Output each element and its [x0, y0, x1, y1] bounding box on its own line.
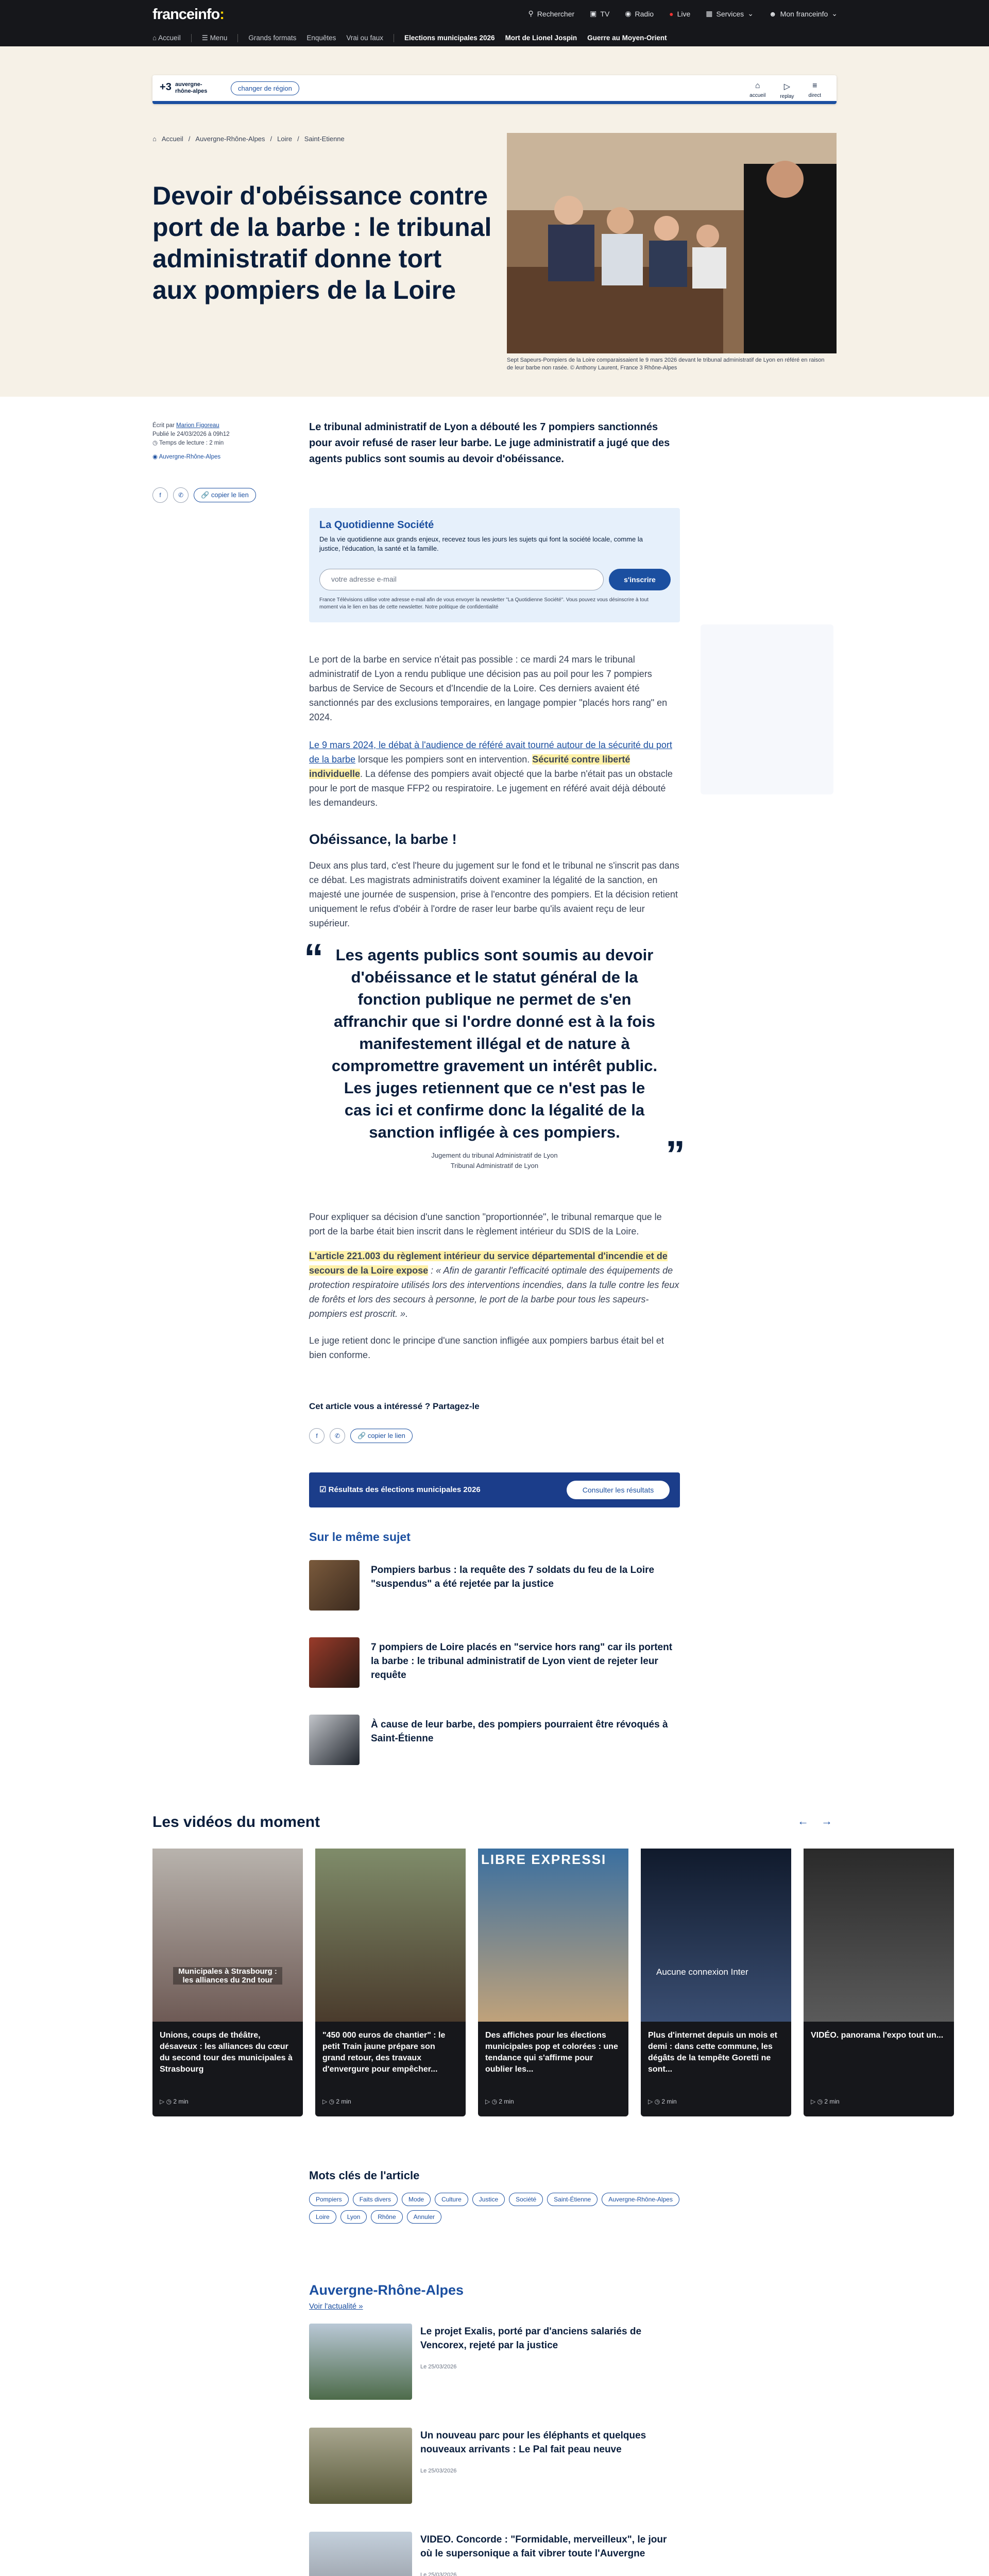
hot-topic-moyen-orient[interactable]: Guerre au Moyen-Orient: [587, 34, 667, 42]
breadcrumb-sep: /: [270, 135, 272, 143]
region-news-title: Auvergne-Rhône-Alpes: [309, 2282, 464, 2298]
paragraph-2: Le 9 mars 2024, le débat à l'audience de référé avait tourné autour de la sécurité du port de la barbe lorsque les pompiers sont en intervention. Sécurité contre liberté individuelle. La défense des pompiers avait objecté que la barbe n'était pas un obstacle pour le port de masque FFP2 ou respiratoire. Le jugement en référé avait déjà débouté les demandeurs.: [309, 740, 673, 808]
search-link[interactable]: ⚲ Rechercher: [528, 9, 575, 18]
arrow-right-icon[interactable]: →: [821, 1815, 832, 1827]
related-item[interactable]: À cause de leur barbe, des pompiers pourraient être révoqués à Saint-Étienne: [309, 1715, 680, 1768]
region-direct-link[interactable]: ≡ direct: [808, 81, 821, 98]
keyword-chip[interactable]: Société: [509, 2193, 543, 2206]
hero-photo: [507, 133, 837, 353]
facebook-icon[interactable]: f: [309, 1428, 325, 1444]
link-icon: 🔗: [357, 1432, 366, 1439]
arrow-left-icon[interactable]: ←: [797, 1815, 809, 1827]
newsletter-title: La Quotidienne Société: [319, 519, 434, 531]
copy-link-button[interactable]: 🔗 copier le lien: [350, 1429, 413, 1443]
related-thumbnail: [309, 1715, 360, 1765]
keyword-chip[interactable]: Justice: [472, 2193, 505, 2206]
video-thumbnail: [804, 1849, 954, 2022]
close-quote-icon: ”: [666, 1133, 685, 1177]
breadcrumb-sep: /: [188, 135, 191, 143]
newsletter-subscribe-button[interactable]: s'inscrire: [609, 569, 671, 590]
region-home-link[interactable]: ⌂ accueil: [749, 81, 766, 98]
live-dot-icon: ●: [669, 9, 674, 18]
sidebar-placeholder: [701, 624, 833, 794]
breadcrumb-department[interactable]: Loire: [277, 135, 293, 143]
video-thumbnail: [152, 1849, 303, 2022]
breadcrumb-sep: /: [297, 135, 299, 143]
broadcast-icon: ≡: [812, 81, 817, 90]
inline-link-referee[interactable]: Le 9 mars 2024, le débat à l'audience de référé avait tourné autour de la sécurité du port de la barbe: [309, 740, 672, 765]
video-card[interactable]: Aucune connexion Inter Plus d'internet depuis un mois et demi : dans cette commune, les dégâts de la tempête Goretti ne sont... ▷ ◷ 2 min: [641, 1849, 791, 2116]
elections-label: ☑ Résultats des élections municipales 2026: [319, 1485, 481, 1494]
account-link[interactable]: ☻ Mon franceinfo ⌄: [769, 9, 838, 18]
location-icon: ◉: [152, 454, 158, 460]
open-quote-icon: “: [304, 936, 323, 980]
video-duration: ▷ ◷ 2 min: [485, 2098, 514, 2105]
video-overlay-text: LIBRE EXPRESSI: [481, 1852, 607, 1867]
newsletter-legal: France Télévisions utilise votre adresse e-mail afin de vous envoyer la newsletter "La Quotidienne Société". Vous pouvez vous désinscrire à tout moment via le lien en bas de cette newsletter. Notre politique de confidentialité: [319, 597, 649, 610]
search-icon: ⚲: [528, 9, 534, 18]
nav-divider: [191, 34, 192, 42]
keyword-chip[interactable]: Auvergne-Rhône-Alpes: [602, 2193, 679, 2206]
chevron-down-icon: ⌄: [747, 9, 754, 18]
nav-vrai-faux[interactable]: Vrai ou faux: [346, 34, 383, 42]
keyword-chip[interactable]: Lyon: [340, 2210, 367, 2224]
region-tag[interactable]: ◉ Auvergne-Rhône-Alpes: [152, 454, 221, 460]
article-title: Devoir d'obéissance contre port de la barbe : le tribunal administratif donne tort aux pompiers de la Loire: [152, 181, 492, 304]
nav-home[interactable]: ⌂ Accueil: [152, 34, 181, 42]
quote-source-sub: Tribunal Administratif de Lyon: [450, 1162, 539, 1170]
region-name: auvergne- rhône-alpes: [175, 81, 208, 94]
region-article[interactable]: VIDEO. Concorde : "Formidable, merveilleux", le jour où le supersonique a fait vibrer toute l'Auvergne Le 25/03/2026: [309, 2532, 680, 2576]
facebook-icon[interactable]: f: [152, 487, 168, 503]
main-nav: [152, 34, 667, 42]
tv-link[interactable]: ▣ TV: [590, 9, 610, 18]
video-duration: ▷ ◷ 2 min: [160, 2098, 189, 2105]
keywords-list: [309, 2193, 680, 2224]
region-article[interactable]: Un nouveau parc pour les éléphants et quelques nouveaux arrivants : Le Pal fait peau neuve Le 25/03/2026: [309, 2428, 680, 2505]
keyword-chip[interactable]: Annuler: [407, 2210, 441, 2224]
paragraph-1: Le port de la barbe en service n'était pas possible : ce mardi 24 mars le tribunal administratif de Lyon a rendu publique une décision pas au poil pour les 7 pompiers barbus de Service de Secours et d'Incendie de la Loire. Ces derniers avaient été sanctionnés par des exclusions temporaires, en langage pompier "placés hors rang" en 2024.: [309, 654, 668, 722]
user-icon: ☻: [769, 9, 777, 18]
keywords-title: Mots clés de l'article: [309, 2169, 420, 2182]
top-bar: [0, 0, 989, 46]
breadcrumb-home[interactable]: Accueil: [161, 135, 183, 143]
related-item[interactable]: 7 pompiers de Loire placés en "service hors rang" car ils portent la barbe : le tribunal administratif de Lyon vient de rejeter leur requête: [309, 1637, 680, 1691]
elections-results-button[interactable]: Consulter les résultats: [567, 1481, 670, 1499]
video-overlay-text: Municipales à Strasbourg : les alliances du 2nd tour: [173, 1967, 282, 1985]
article-lead: Le tribunal administratif de Lyon a débouté les 7 pompiers sanctionnés pour avoir refusé de raser leur barbe. Le juge administratif a jugé que des agents publics sont soumis au devoir d'obéissance.: [309, 421, 670, 465]
video-duration: ▷ ◷ 2 min: [811, 2098, 840, 2105]
radio-link[interactable]: ◉ Radio: [625, 9, 654, 18]
region-card: [152, 75, 837, 104]
keyword-chip[interactable]: Mode: [402, 2193, 431, 2206]
newsletter-email-input[interactable]: votre adresse e-mail: [319, 569, 604, 590]
france3-logo[interactable]: +3: [160, 81, 172, 93]
videos-title: Les vidéos du moment: [152, 1814, 320, 1831]
keyword-chip[interactable]: Loire: [309, 2210, 336, 2224]
keyword-chip[interactable]: Saint-Étienne: [547, 2193, 598, 2206]
related-item[interactable]: Pompiers barbus : la requête des 7 soldats du feu de la Loire "suspendus" a été rejetée par la justice: [309, 1560, 680, 1614]
hot-topic-elections[interactable]: Elections municipales 2026: [404, 34, 495, 42]
article-thumbnail: [309, 2428, 412, 2504]
keyword-chip[interactable]: Pompiers: [309, 2193, 349, 2206]
services-menu[interactable]: ▦ Services ⌄: [706, 9, 754, 18]
nav-divider: [237, 34, 238, 42]
whatsapp-icon[interactable]: ✆: [330, 1428, 345, 1444]
video-card[interactable]: "450 000 euros de chantier" : le petit Train jaune prépare son grand retour, des travaux d'envergure pour empêcher... ▷ ◷ 2 min: [315, 1849, 466, 2116]
video-thumbnail: [641, 1849, 791, 2022]
section-heading: Obéissance, la barbe !: [309, 832, 457, 847]
nav-menu[interactable]: ☰ Menu: [201, 34, 228, 42]
keyword-chip[interactable]: Faits divers: [353, 2193, 398, 2206]
video-carousel: [152, 1849, 944, 2116]
quote-source: Jugement du tribunal Administratif de Lyon: [431, 1151, 558, 1159]
author-link[interactable]: Marion Figoreau: [176, 422, 219, 429]
paragraph-6: Le juge retient donc le principe d'une sanction infligée aux pompiers barbus était bel et bien conforme.: [309, 1335, 664, 1360]
radio-icon: ◉: [625, 9, 632, 18]
video-card[interactable]: VIDÉO. panorama l'expo tout un... ▷ ◷ 2 min: [804, 1849, 954, 2116]
breadcrumb-region[interactable]: Auvergne-Rhône-Alpes: [195, 135, 265, 143]
breadcrumb-city[interactable]: Saint-Etienne: [304, 135, 345, 143]
share-bar-top: [152, 487, 256, 503]
breadcrumb: [152, 135, 345, 143]
share-bar-bottom: [309, 1428, 413, 1444]
live-link[interactable]: ● Live: [669, 9, 691, 18]
elections-banner: [309, 1472, 680, 1507]
nav-formats[interactable]: Grands formats: [248, 34, 297, 42]
video-card[interactable]: Municipales à Strasbourg : les alliances du 2nd tour Unions, coups de théâtre, désaveux : les alliances du cœur du second tour des municipales à Strasbourg ▷ ◷ 2 min: [152, 1849, 303, 2116]
quote-text: Les agents publics sont soumis au devoir d'obéissance et le statut général de la fonction publique ne permet de s'en affranchir que si l'ordre donné est à la fois manifestement illégal et de nature à compromettre gravement un intérêt public. Les juges retiennent que ce n'est pas le cas ici et confirme donc la légalité de la sanction infligée à ces pompiers.: [331, 946, 658, 1141]
paragraph-3: Deux ans plus tard, c'est l'heure du jugement sur le fond et le tribunal ne s'inscrit pas dans ce débat. Les magistrats administratifs doivent examiner la légalité de la sanction, en majesté une journée de suspension, prise à l'encontre des pompiers. Et la décision retient uniquement le refus d'obéir à l'ordre de raser leur barbe qu'ils avaient reçu de leur supérieur.: [309, 860, 679, 928]
copy-link-button[interactable]: 🔗 copier le lien: [194, 488, 256, 502]
video-duration: ▷ ◷ 2 min: [648, 2098, 677, 2105]
tv-icon: ▣: [590, 9, 597, 18]
franceinfo-logo[interactable]: franceinfo:: [152, 6, 224, 23]
whatsapp-icon[interactable]: ✆: [173, 487, 189, 503]
ballot-icon: ☑: [319, 1485, 327, 1494]
paragraph-4: Pour expliquer sa décision d'une sanction "proportionnée", le tribunal remarque que le port de la barbe était bien inscrit dans le règlement intérieur du SDIS de la Loire.: [309, 1212, 662, 1236]
related-thumbnail: [309, 1560, 360, 1611]
carousel-arrows: [797, 1815, 832, 1828]
courtroom-illustration: [507, 133, 837, 353]
link-icon: 🔗: [201, 491, 210, 499]
video-thumbnail: [478, 1849, 628, 2022]
region-article[interactable]: Le projet Exalis, porté par d'anciens salariés de Vencorex, rejeté par la justice Le 25/03/2026: [309, 2324, 680, 2401]
paragraph-5: L'article 221.003 du règlement intérieur du service départemental d'incendie et de secours de la Loire expose : « Afin de garantir l'efficacité optimale des équipements de protection respiratoire utilisés lors des interventions incendies, dans la tulle contre les feux de forêts et lors des secours à personne, le port de la barbe pour tous les sapeurs-pompiers est proscrit. ».: [309, 1251, 679, 1319]
home-icon: ⌂: [755, 81, 760, 90]
home-icon: ⌂: [152, 135, 157, 143]
video-overlay-text: Aucune connexion Inter: [656, 1967, 748, 1977]
related-thumbnail: [309, 1637, 360, 1688]
video-thumbnail: [315, 1849, 466, 2022]
share-question: Cet article vous a intéressé ? Partagez-le: [309, 1401, 480, 1411]
clock-icon: ◷: [152, 440, 158, 446]
video-card[interactable]: LIBRE EXPRESSI Des affiches pour les élections municipales pop et colorées : une tendance qui s'affirme pour oublier les... ▷ ◷ 2 min: [478, 1849, 628, 2116]
change-region-button[interactable]: changer de région: [231, 81, 299, 95]
hot-topic-jospin[interactable]: Mort de Lionel Jospin: [505, 34, 577, 42]
article-meta: Écrit par Marion Figoreau Publié le 24/03/2026 à 09h12 ◷ Temps de lecture : 2 min ◉ Auvergne-Rhône-Alpes: [152, 421, 240, 462]
newsletter-box: [309, 508, 680, 622]
article-thumbnail: [309, 2532, 412, 2576]
region-card-accent: [152, 101, 837, 104]
grid-icon: ▦: [706, 9, 713, 18]
keyword-chip[interactable]: Rhône: [371, 2210, 402, 2224]
publish-date: Publié le 24/03/2026 à 09h12: [152, 431, 230, 437]
top-nav: [528, 9, 838, 18]
chevron-down-icon: ⌄: [831, 9, 838, 18]
photo-caption: Sept Sapeurs-Pompiers de la Loire comparaissaient le 9 mars 2026 devant le tribunal administratif de Lyon en référé en raison de leur barbe non rasée. © Anthony Laurent, France 3 Rhône-Alpes: [507, 357, 825, 371]
nav-enquetes[interactable]: Enquêtes: [306, 34, 336, 42]
play-icon: ▷: [783, 82, 791, 91]
pull-quote: [304, 936, 685, 1177]
keyword-chip[interactable]: Culture: [435, 2193, 468, 2206]
newsletter-description: De la vie quotidienne aux grands enjeux, recevez tous les jours les sujets qui font la société locale, comme la justice, l'éducation, la santé et la famille.: [319, 535, 643, 552]
region-nav: [749, 81, 821, 99]
reading-time: ◷ Temps de lecture : 2 min: [152, 440, 224, 446]
region-see-all-link[interactable]: Voir l'actualité »: [309, 2302, 363, 2311]
article-thumbnail: [309, 2324, 412, 2400]
video-duration: ▷ ◷ 2 min: [322, 2098, 351, 2105]
region-replay-link[interactable]: ▷ replay: [780, 82, 794, 99]
related-title: Sur le même sujet: [309, 1530, 411, 1544]
